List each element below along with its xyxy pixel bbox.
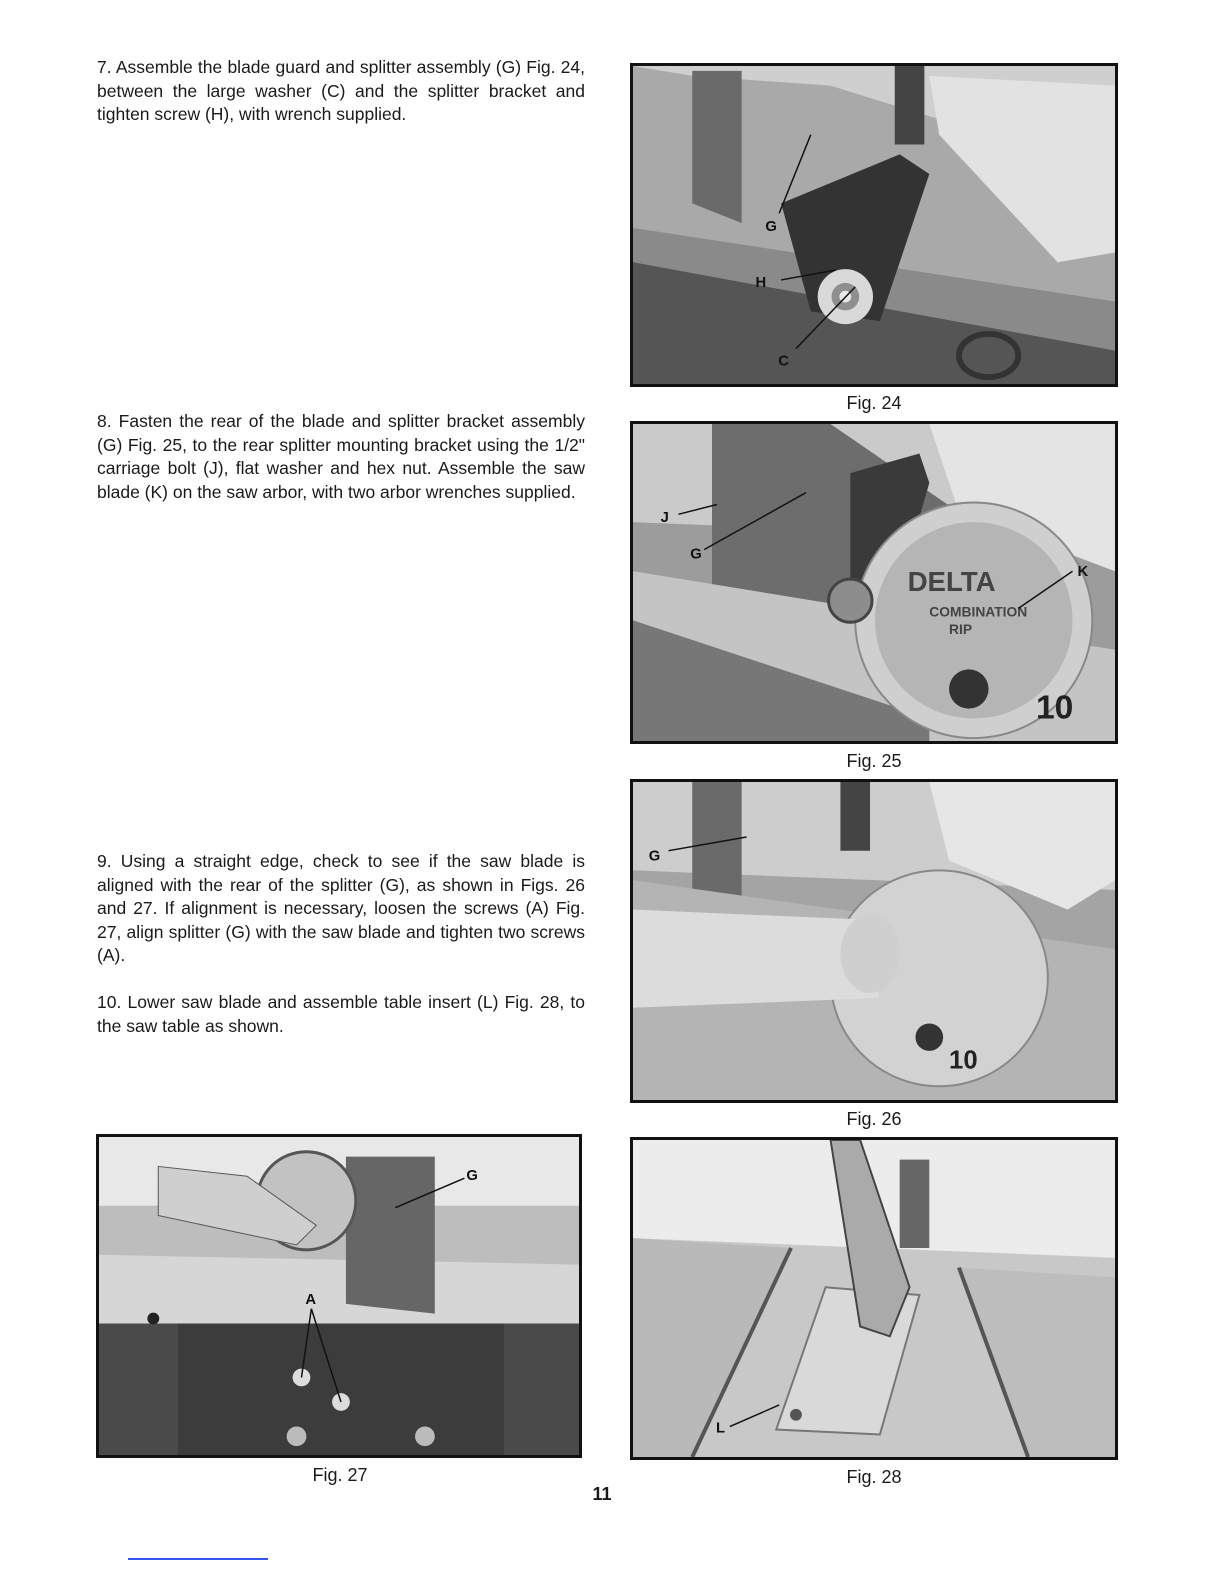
figure-26-caption: Fig. 26 <box>846 1109 902 1129</box>
fig25-blade-line2: RIP <box>949 622 973 638</box>
figure-28-caption: Fig. 28 <box>846 1467 902 1487</box>
figure-27-caption: Fig. 27 <box>312 1465 368 1485</box>
figure-25-caption: Fig. 25 <box>846 751 902 771</box>
fig25-blade-size: 10 <box>1035 689 1074 727</box>
step-8-text: 8. Fasten the rear of the blade and splitter bracket assembly (G) Fig. 25, to the rear splitter mounting bracket using the 1/2" carriage bolt (J), flat washer and hex nut. Assemble the saw blade (K) on the saw arbor, with two arbor wrenches supplied. <box>97 411 585 502</box>
fig24-label-g: G <box>765 218 777 235</box>
fig26-label-g: G <box>648 848 661 865</box>
step-7-text: 7. Assemble the blade guard and splitter assembly (G) Fig. 24, between the large washer (C) and the splitter bracket and tighten screw (H), with wrench supplied. <box>97 57 585 124</box>
fig27-label-g: G <box>466 1168 478 1185</box>
fig24-label-h: H <box>755 274 767 291</box>
fig24-label-c: C <box>778 353 789 370</box>
figure-24-caption: Fig. 24 <box>846 393 902 413</box>
figure-27-photo <box>96 1134 582 1458</box>
fig25-blade-line1: COMBINATION <box>929 604 1028 620</box>
fig25-blade-brand: DELTA <box>907 565 996 597</box>
figure-24-photo <box>630 63 1118 387</box>
page-number: 11 <box>592 1484 612 1504</box>
fig25-label-k: K <box>1077 564 1089 581</box>
step-9-text: 9. Using a straight edge, check to see if the saw blade is aligned with the rear of the splitter (G), as shown in Figs. 26 and 27. If alignment is necessary, loosen the screws (A) Fig. 27, align splitter (G) with the saw blade and tighten two screws (A). <box>97 851 585 965</box>
figure-26-photo <box>630 779 1118 1103</box>
fig25-label-j: J <box>660 510 669 527</box>
fig28-label-l: L <box>715 1420 726 1437</box>
step-10-text: 10. Lower saw blade and assemble table insert (L) Fig. 28, to the saw table as shown. <box>97 992 585 1036</box>
figure-25-photo <box>630 421 1118 744</box>
bottom-divider <box>128 1558 268 1560</box>
figure-28-photo <box>630 1137 1118 1460</box>
fig26-blade-size: 10 <box>949 1046 978 1075</box>
fig27-label-a: A <box>305 1291 317 1308</box>
fig25-label-g: G <box>690 546 702 563</box>
